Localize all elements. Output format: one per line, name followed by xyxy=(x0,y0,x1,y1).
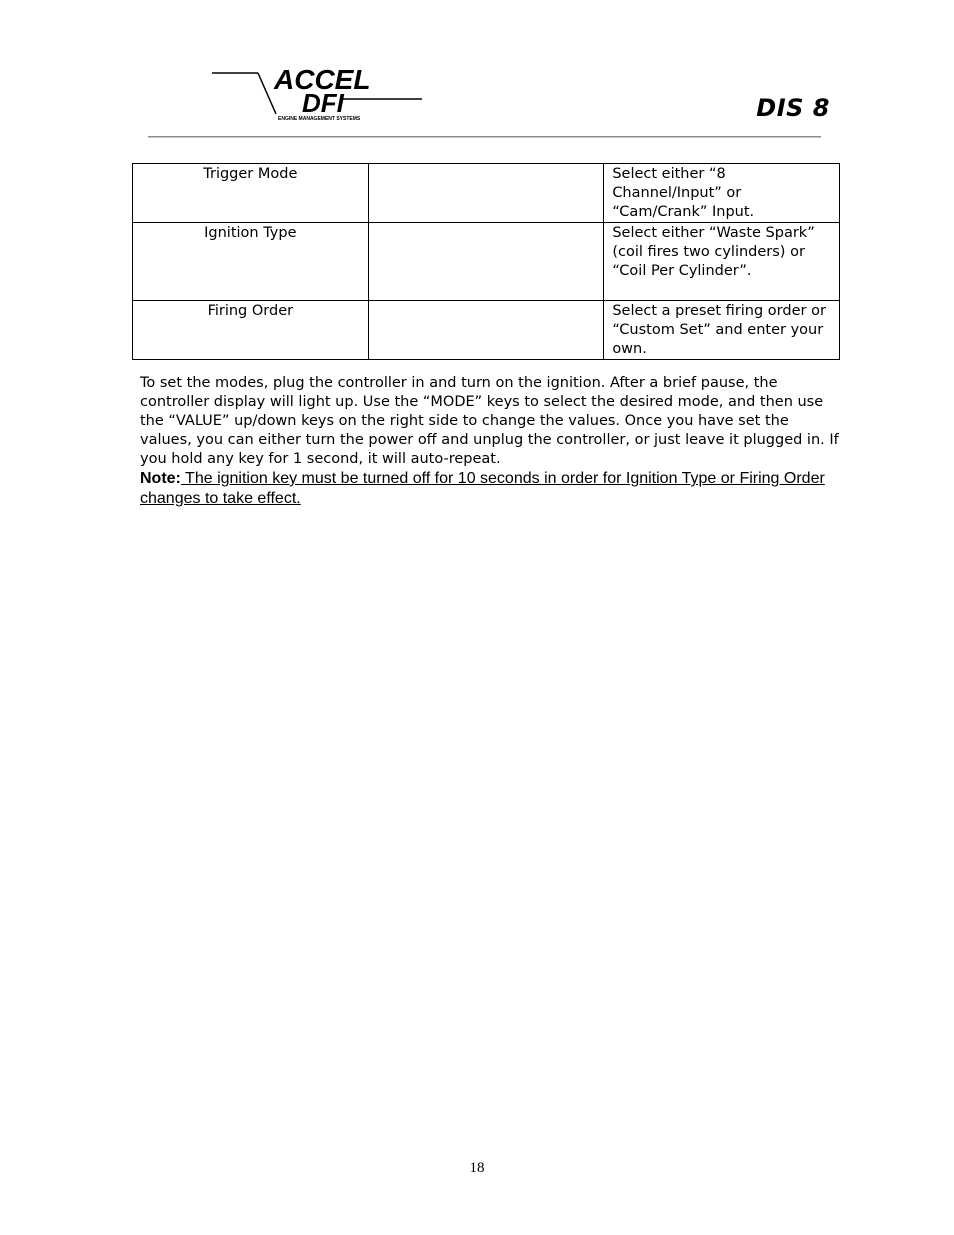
page-number: 18 xyxy=(469,1160,485,1176)
accel-dfi-logo-graphic xyxy=(212,56,424,122)
mode-description-cell: Select either “Waste Spark” (coil fires two cylinders) or “Coil Per Cylinder”. xyxy=(604,223,840,301)
instructions-paragraph: To set the modes, plug the controller in and turn on the ignition. After a brief pause, the controller display will light up. Use the “MODE” keys to select the desired mode, and then use the “VALUE” up/down keys on the right side to change the values. Once you have set the values, you can either turn the power off and unplug the controller, or just leave it plugged in. If you hold any key for 1 second, it will auto-repeat. xyxy=(140,375,839,467)
note-text: The ignition key must be turned off for 10 seconds in order for Ignition Type or Firing Order changes to take effect. xyxy=(140,470,825,507)
mode-value-cell xyxy=(368,223,604,301)
mode-description-cell: Select either “8 Channel/Input” or “Cam/Crank” Input. xyxy=(604,164,840,223)
header-divider xyxy=(148,136,821,137)
note-label: Note: xyxy=(140,470,181,487)
table-row xyxy=(133,301,840,360)
logo-bottom-text: DFI xyxy=(302,88,344,118)
mode-name-cell: Trigger Mode xyxy=(133,164,369,223)
document-title: DIS 8 xyxy=(756,94,830,122)
mode-name-cell: Ignition Type xyxy=(133,223,369,301)
note-paragraph xyxy=(140,469,840,509)
mode-settings-table xyxy=(132,163,840,360)
mode-name-cell: Firing Order xyxy=(133,301,369,360)
instructions-block xyxy=(140,374,840,509)
table-row xyxy=(133,164,840,223)
mode-value-cell xyxy=(368,164,604,223)
table-row xyxy=(133,223,840,301)
logo-top-text: ACCEL xyxy=(274,64,371,95)
mode-description-cell: Select a preset firing order or “Custom Set” and enter your own. xyxy=(604,301,840,360)
accel-dfi-logo xyxy=(212,56,424,122)
mode-value-cell xyxy=(368,301,604,360)
logo-tagline: ENGINE MANAGEMENT SYSTEMS xyxy=(278,116,361,122)
